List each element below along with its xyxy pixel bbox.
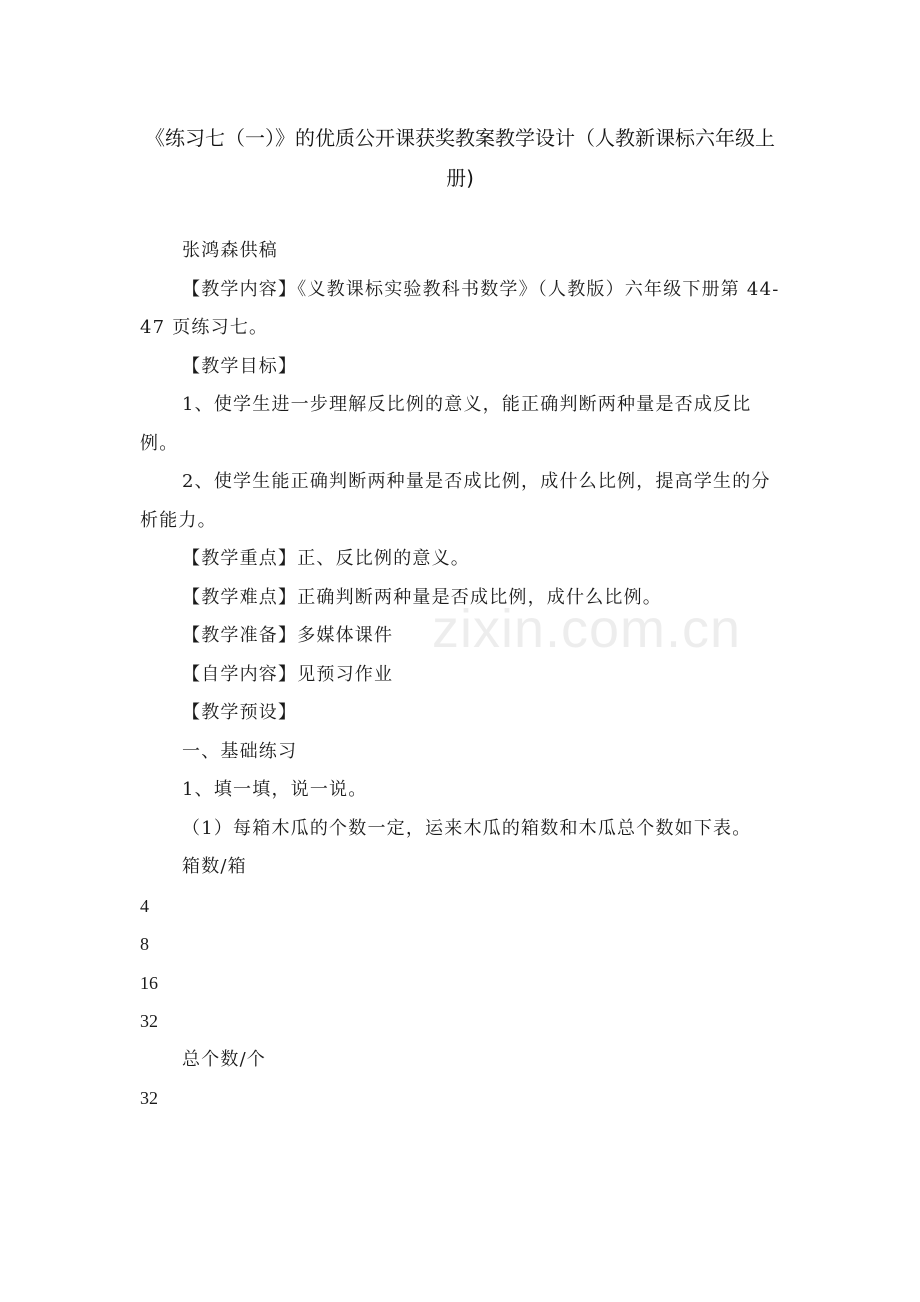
preset-heading: 【教学预设】 <box>182 702 298 723</box>
section-heading: 一、基础练习 <box>182 740 298 762</box>
watermark: zixin.com.cn <box>432 599 742 659</box>
table-cell: 4 <box>140 895 149 916</box>
author-line: 张鸿森供稿 <box>182 240 278 261</box>
table-cell: 8 <box>140 934 149 954</box>
self-study: 【自学内容】见预习作业 <box>182 663 394 685</box>
goal-1: 1、使学生进一步理解反比例的意义，能正确判断两种量是否成反比例。 <box>140 394 752 454</box>
table-header-total: 总个数/个 <box>182 1048 267 1070</box>
goals-heading: 【教学目标】 <box>182 355 298 377</box>
teaching-content: 【教学内容】《义教课标实验教科书数学》（人教版）六年级下册第 44-47 页练习七。 <box>140 278 780 338</box>
table-cell: 32 <box>140 1011 158 1031</box>
table-cell: 16 <box>140 972 158 993</box>
preparation: 【教学准备】多媒体课件 <box>182 625 394 646</box>
exercise-item: 1、填一填，说一说。 <box>182 779 368 800</box>
table-header-boxes: 箱数/箱 <box>182 856 247 877</box>
goal-2: 2、使学生能正确判断两种量是否成比例，成什么比例，提高学生的分析能力。 <box>140 471 771 531</box>
document-title: 《练习七（一）》的优质公开课获奖教案教学设计（人教新课标六年级上册) <box>145 126 775 190</box>
difficulty: 【教学难点】正确判断两种量是否成比例，成什么比例。 <box>182 586 662 608</box>
document-body <box>140 232 780 1118</box>
table-cell: 32 <box>140 1088 158 1108</box>
exercise-subitem: （1）每箱木瓜的个数一定，运来木瓜的箱数和木瓜总个数如下表。 <box>182 817 752 839</box>
key-point: 【教学重点】正、反比例的意义。 <box>182 548 470 569</box>
